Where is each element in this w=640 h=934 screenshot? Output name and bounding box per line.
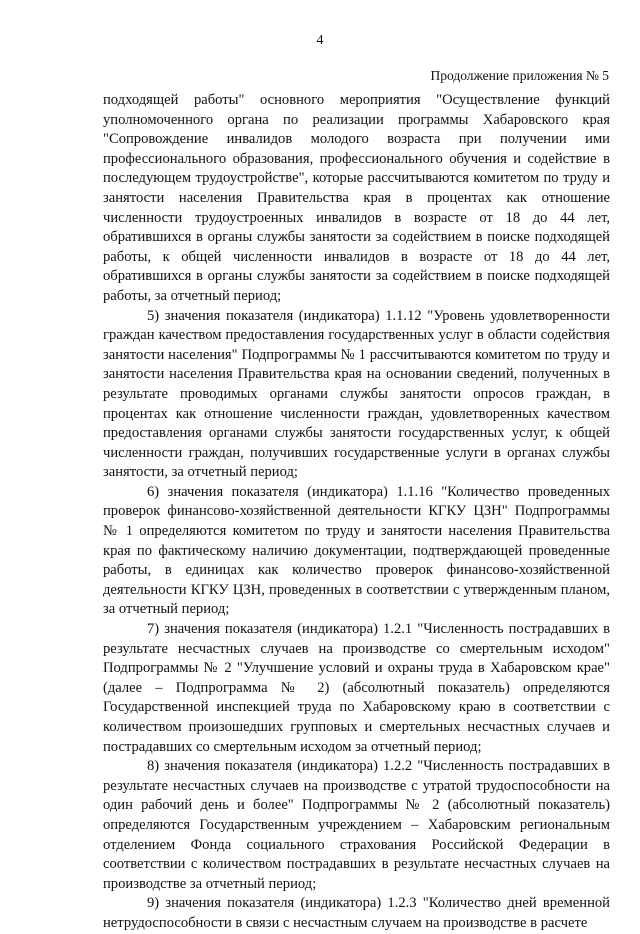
paragraph-item-6: 6) значения показателя (индикатора) 1.1.16 "Количество проведенных проверок финансово-хозяйственной деятельности КГКУ ЦЗН" Подпрограммы № 1 определяются комитетом по труду и занятости населения Правительства края по фактическому наличию документации, подтверждающей проведенные работы, в единицах как количество проверок финансово-хозяйственной деятельности КГКУ ЦЗН, проведенных в соответствии с утвержденным планом, за отчетный период; [103,483,610,618]
page-number: 4 [316,33,324,48]
paragraph-item-5: 5) значения показателя (индикатора) 1.1.12 "Уровень удовлетворенности граждан качеством предоставления государственных услуг в области содействия занятости населения" Подпрограммы № 1 рассчитываются комитетом по труду и занятости населения Правительства края на основании сведений, полученных в результате проводимых органами службы занятости опросов граждан, в процентах как отношение численности граждан, удовлетворенных качеством предоставления органами службы занятости государственных услуг, к общей численности граждан, получивших государственные услуги в органах службы занятости, за отчетный период; [103,307,610,481]
document-body [103,91,610,934]
paragraph-item-7: 7) значения показателя (индикатора) 1.2.1 "Численность пострадавших в результате несчастных случаев на производстве со смертельным исходом" Подпрограммы № 2 "Улучшение условий и охраны труда в Хабаровском крае" (далее – Подпрограмма № 2) (абсолютный показатель) определяются Государственной инспекцией труда по Хабаровскому краю в соответствии с количеством произошедших групповых и смертельных несчастных случаев и пострадавших со смертельным исходом за отчетный период; [103,621,610,755]
paragraph-item-9: 9) значения показателя (индикатора) 1.2.3 "Количество дней временной нетрудоспособности в связи с несчастным случаем на производстве в расчете [103,895,610,931]
paragraph-continuation: подходящей работы" основного мероприятия "Осуществление функций уполномоченного органа по реализации программы Хабаровского края "Сопровождение инвалидов молодого возраста при получении ими профессионального образования, профессионального обучения и содействие в последующем трудоустройстве", которые рассчитываются комитетом по труду и занятости населения Правительства края в процентах как отношение численности трудоустроенных инвалидов в возрасте от 18 до 44 лет, обратившихся в органы службы занятости за содействием в поиске подходящей работы, к общей численности инвалидов в возрасте от 18 до 44 лет, обратившихся в органы службы занятости за содействием в поиске подходящей работы, за отчетный период; [103,92,610,304]
paragraph-item-8: 8) значения показателя (индикатора) 1.2.2 "Численность пострадавших в результате несчастных случаев на производстве с утратой трудоспособности на один рабочий день и более" Подпрограммы № 2 (абсолютный показатель) определяются Государственным учреждением – Хабаровским региональным отделением Фонда социального страхования Российской Федерации в соответствии с количеством пострадавших в результате несчастных случаев на производстве за отчетный период; [103,758,610,892]
appendix-continuation-note: Продолжение приложения № 5 [430,68,609,83]
